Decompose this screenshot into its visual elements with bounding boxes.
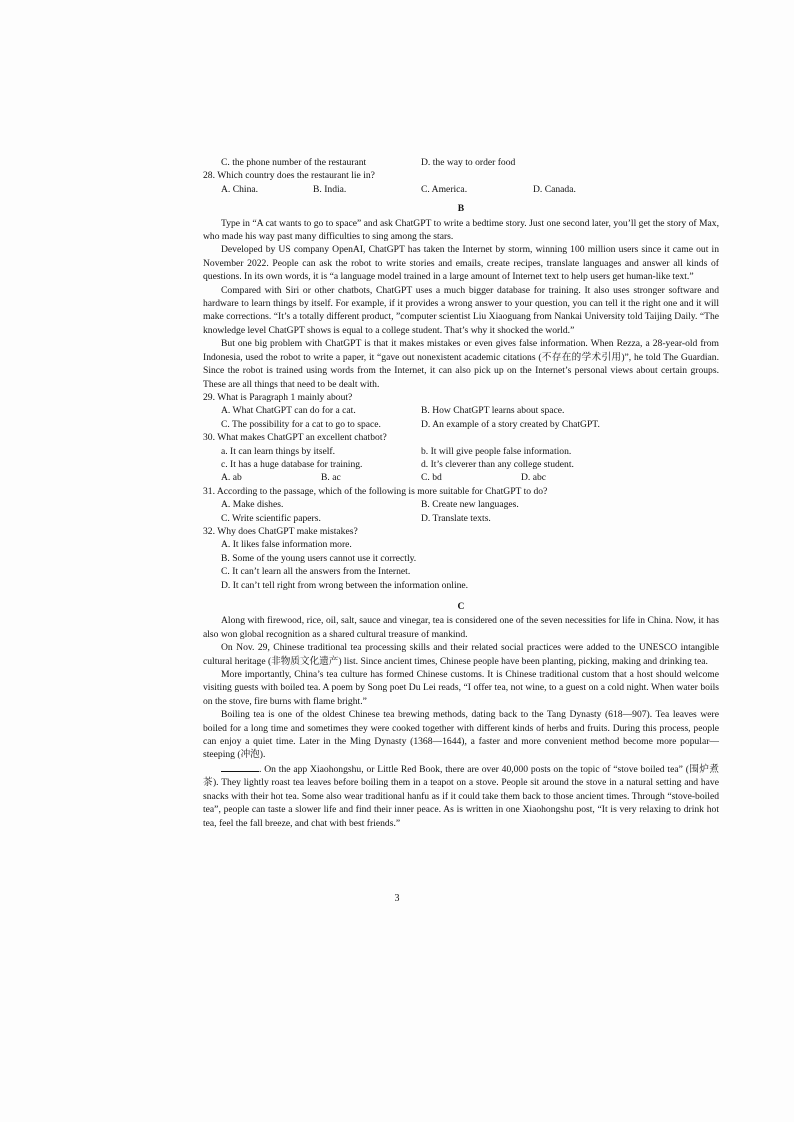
section-c-paragraph-5 xyxy=(203,762,719,830)
q30-statement-d: d. It’s cleverer than any college student. xyxy=(421,458,574,470)
section-b-paragraph-1: Type in “A cat wants to go to space” and ask ChatGPT to write a bedtime story. Just one second later, you’ll get the story of Max, who made his way past many difficulties to sing among the stars. xyxy=(203,217,719,243)
section-c-paragraph-1: Along with firewood, rice, oil, salt, sauce and vinegar, tea is considered one of the seven necessities for life in China. Now, it has also won global recognition as a shared cultural treasure of mankind. xyxy=(203,615,719,640)
q29-option-a: A. What ChatGPT can do for a cat. xyxy=(221,405,356,417)
q31-stem: 31. According to the passage, which of the following is more suitable for ChatGPT to do? xyxy=(203,485,548,497)
q31-option-b: B. Create new languages. xyxy=(421,499,519,511)
q28-stem: 28. Which country does the restaurant lie in? xyxy=(203,170,375,182)
q30-statement-b: b. It will give people false information. xyxy=(421,445,572,457)
q30-statements-row-1 xyxy=(203,445,719,458)
page-content xyxy=(203,156,719,830)
q28-option-d: D. Canada. xyxy=(533,183,576,195)
q28-option-a: A. China. xyxy=(221,183,259,195)
q29-options-row-1 xyxy=(203,404,719,417)
q30-statement-a: a. It can learn things by itself. xyxy=(221,445,336,457)
section-c-paragraph-5-text: . On the app Xiaohongshu, or Little Red Book, there are over 40,000 posts on the topic of “stove boiled tea” (围炉煮茶). They lightly roast tea leaves before boiling them in a teapot on a stove. People sit around the stove in a natural setting and have snacks with their hot tea. Some also wear traditional hanfu as if it could take them back to those ancient times. Through “stove-boiled tea”, people can taste a slower life and find their inner peace. As is written in one Xiaohongshu post, “It is very relaxing to drink hot tea, feel the fall breeze, and chat with best friends.” xyxy=(203,763,719,829)
q32-option-a: A. It likes false information more. xyxy=(221,539,352,551)
q31-option-c: C. Write scientific papers. xyxy=(221,512,321,524)
q32-stem: 32. Why does ChatGPT make mistakes? xyxy=(203,525,358,537)
q30-options xyxy=(203,471,719,484)
q30-option-d: D. abc xyxy=(521,472,547,484)
q32-option-b: B. Some of the young users cannot use it correctly. xyxy=(221,552,417,564)
q29-option-b: B. How ChatGPT learns about space. xyxy=(421,405,565,417)
q27-option-c: C. the phone number of the restaurant xyxy=(221,157,367,168)
q31-option-d: D. Translate texts. xyxy=(421,512,491,524)
section-c-paragraph-4: Boiling tea is one of the oldest Chinese tea brewing methods, dating back to the Tang Dynasty (618—907). Tea leaves were boiled for a long time and sometimes they were cooked together with different kinds of herbs and fruits. During this process, people can enjoy a quiet time. Later in the Ming Dynasty (1368—1644), a faster and more convenient method become more popular—steeping (冲泡). xyxy=(203,709,719,761)
section-c-paragraph-3: More importantly, China’s tea culture has formed Chinese customs. It is Chinese traditional custom that a host should welcome visiting guests with boiled tea. A poem by Song poet Du Lei reads, “I offer tea, not wine, to a guest on a cold night. When water boils on the stove, fire burns with flame bright.” xyxy=(203,669,719,707)
answer-blank[interactable] xyxy=(221,762,259,772)
q30-option-b: B. ac xyxy=(321,472,341,484)
q28-options xyxy=(203,183,719,196)
section-b-paragraph-2: Developed by US company OpenAI, ChatGPT has taken the Internet by storm, winning 100 million users since it came out in November 2022. People can ask the robot to write stories and emails, create recipes, translate languages and answer all kinds of questions. In its own words, it is “a language model trained in a large amount of Internet text to help users get human-like text.” xyxy=(203,244,719,283)
q29-option-d: D. An example of a story created by ChatGPT. xyxy=(421,418,600,430)
section-b-heading: B xyxy=(457,203,465,215)
q31-option-a: A. Make dishes. xyxy=(221,499,284,511)
q27-options xyxy=(203,156,719,169)
section-c-paragraph-2: On Nov. 29, Chinese traditional tea processing skills and their related social practices were added to the UNESCO intangible cultural heritage (非物质文化遗产) list. Since ancient times, Chinese people have been planting, picking, making and drinking tea. xyxy=(203,642,719,667)
q29-option-c: C. The possibility for a cat to go to space. xyxy=(221,418,381,430)
q30-statement-c: c. It has a huge database for training. xyxy=(221,458,363,470)
q28-option-c: C. America. xyxy=(421,183,468,195)
q30-stem: 30. What makes ChatGPT an excellent chatbot? xyxy=(203,432,387,444)
q29-options-row-2 xyxy=(203,418,719,431)
section-c-heading: C xyxy=(457,601,465,612)
q32-option-c: C. It can’t learn all the answers from the Internet. xyxy=(221,566,411,578)
section-b-paragraph-3: Compared with Siri or other chatbots, ChatGPT uses a much bigger database for training. It also uses stronger software and hardware to learn things by itself. For example, if it provides a wrong answer to your question, you can tell it the right one and it will make corrections. “It’s a totally different product, ”computer scientist Liu Xiaoguang from Nankai University told Taijing Daily. “The knowledge level ChatGPT shows is equal to a college student. That’s why it shocked the world.” xyxy=(203,284,719,336)
q30-option-c: C. bd xyxy=(421,472,442,484)
q31-options-row-2 xyxy=(203,512,719,525)
q27-option-d: D. the way to order food xyxy=(421,157,516,168)
section-b-paragraph-4: But one big problem with ChatGPT is that it makes mistakes or even gives false information. When Rezza, a 28-year-old from Indonesia, used the robot to write a paper, it “gave out nonexistent academic citations (不存在的学术引用)”, he told The Guardian. Since the robot is trained using words from the Internet, it can also pick up on the Internet’s personal views about certain groups. These are all things that need to be dealt with. xyxy=(203,338,719,390)
q30-statements-row-2 xyxy=(203,458,719,471)
q29-stem: 29. What is Paragraph 1 mainly about? xyxy=(203,391,353,403)
page-number: 3 xyxy=(394,893,400,904)
q31-options-row-1 xyxy=(203,498,719,511)
q28-option-b: B. India. xyxy=(313,183,347,195)
q32-option-d: D. It can’t tell right from wrong between the information online. xyxy=(221,579,469,591)
q30-option-a: A. ab xyxy=(221,472,242,484)
